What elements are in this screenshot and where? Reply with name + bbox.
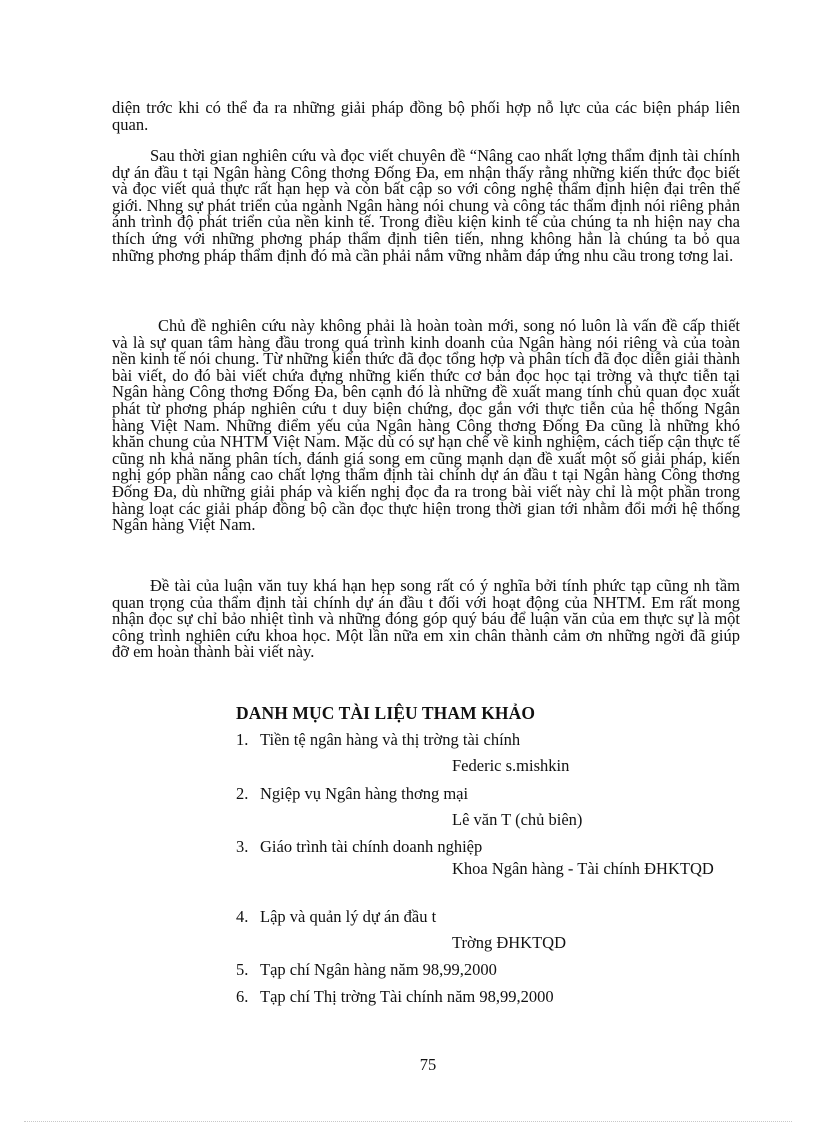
reference-item <box>236 987 554 1007</box>
reference-item <box>236 907 436 927</box>
reference-number: 3. <box>236 837 249 856</box>
reference-author: Lê văn T (chủ biên) <box>452 810 583 829</box>
reference-title: Tạp chí Ngân hàng năm 98,99,2000 <box>260 960 497 979</box>
page-number: 75 <box>419 1055 437 1074</box>
reference-title: Ngiệp vụ Ngân hàng thơng mại <box>260 784 469 803</box>
page-bottom-border <box>24 1121 792 1122</box>
reference-item <box>236 784 468 804</box>
reference-author: Trờng ĐHKTQD <box>452 933 567 952</box>
reference-author: Khoa Ngân hàng - Tài chính ĐHKTQD <box>452 859 714 878</box>
reference-number: 4. <box>236 907 249 926</box>
reference-title: Lập và quản lý dự án đầu t <box>260 907 437 926</box>
reference-number: 5. <box>236 960 249 979</box>
paragraph-research: Sau thời gian nghiên cứu và đọc viết chuyên đề “Nâng cao nhất lợng thẩm định tài chính dự án đầu t tại Ngân hàng Công thơng Đống Đa, em nhận thấy rằng những kiến thức đọc biết và đọc viết quả thực rất hạn hẹp và còn bất cập so với công nghệ thẩm định hiện đại trên thế giới. Nhng sự phát triển của ngành Ngân hàng nói chung và công tác thẩm định nói riêng phản ánh trình độ phát triển của nền kinh tế. Trong điều kiện kinh tế của chúng ta nh hiện nay cha thích ứng với những phơng pháp thẩm định tiên tiến, nhng không hẳn là chúng ta bỏ qua những phơng pháp thẩm định đó mà cần phải nắm vững nhằm đáp ứng nhu cầu trong tơng lai. <box>112 146 740 265</box>
paragraph-intro: diện trớc khi có thể đa ra những giải pháp đồng bộ phối hợp nỗ lực của các biện pháp liên quan. <box>112 98 740 134</box>
reference-author: Federic s.mishkin <box>452 756 570 775</box>
paragraph-conclusion: Đề tài của luận văn tuy khá hạn hẹp song rất có ý nghĩa bởi tính phức tạp cũng nh tầm quan trọng của thẩm định tài chính dự án đầu t đối với hoạt động của NHTM. Em rất mong nhận đọc sự chỉ bảo nhiệt tình và những đóng góp quý báu để luận văn của em thực sự là một công trình nghiên cứu khoa học. Một lần nữa em xin chân thành cảm ơn những ngời đã giúp đỡ em hoàn thành bài viết này. <box>112 576 740 662</box>
paragraph-topic: Chủ đề nghiên cứu này không phải là hoàn toàn mới, song nó luôn là vấn đề cấp thiết và là sự quan tâm hàng đầu trong quá trình kinh doanh của Ngân hàng nói riêng và của toàn nền kinh tế nói chung. Từ những kiến thức đã đọc tổng hợp và phân tích đã đọc diễn giải thành bài viết, do đó bài viết chứa đựng những kiến thức cơ bản đọc học tại trờng và thực tiễn tại Ngân hàng Công thơng Đống Đa, bên cạnh đó là những đề xuất mang tính chủ quan đọc xuất phát từ phơng pháp nghiên cứu t duy biện chứng, đọc gắn với thực tiễn của hệ thống Ngân hàng Việt Nam. Những điểm yếu của Ngân hàng Công thơng Đống Đa cũng là những khó khăn chung của NHTM Việt Nam. Mặc dù có sự hạn chế về kinh nghiệm, cách tiếp cận thực tế cũng nh khả năng phân tích, đánh giá song em cũng mạnh dạn đề xuất một số giải pháp, kiến nghị góp phần nâng cao chất lợng thẩm định tài chính dự án đầu t tại Ngân hàng Công thơng Đống Đa, dù những giải pháp và kiến nghị đọc đa ra trong bài viết này chỉ là một phần trong hàng loạt các giải pháp đồng bộ cần đọc thực hiện trong thời gian tới nhằm đổi mới hệ thống Ngân hàng Việt Nam. <box>112 316 740 535</box>
reference-number: 1. <box>236 730 249 749</box>
reference-title: Giáo trình tài chính doanh nghiệp <box>260 837 483 856</box>
reference-item <box>236 837 482 857</box>
reference-item <box>236 730 520 750</box>
reference-number: 6. <box>236 987 249 1006</box>
reference-title: Tạp chí Thị trờng Tài chính năm 98,99,2000 <box>260 987 554 1006</box>
reference-title: Tiền tệ ngân hàng và thị trờng tài chính <box>260 730 521 749</box>
reference-number: 2. <box>236 784 249 803</box>
reference-item <box>236 960 497 980</box>
references-heading: DANH MỤC TÀI LIỆU THAM KHẢO <box>236 703 536 723</box>
